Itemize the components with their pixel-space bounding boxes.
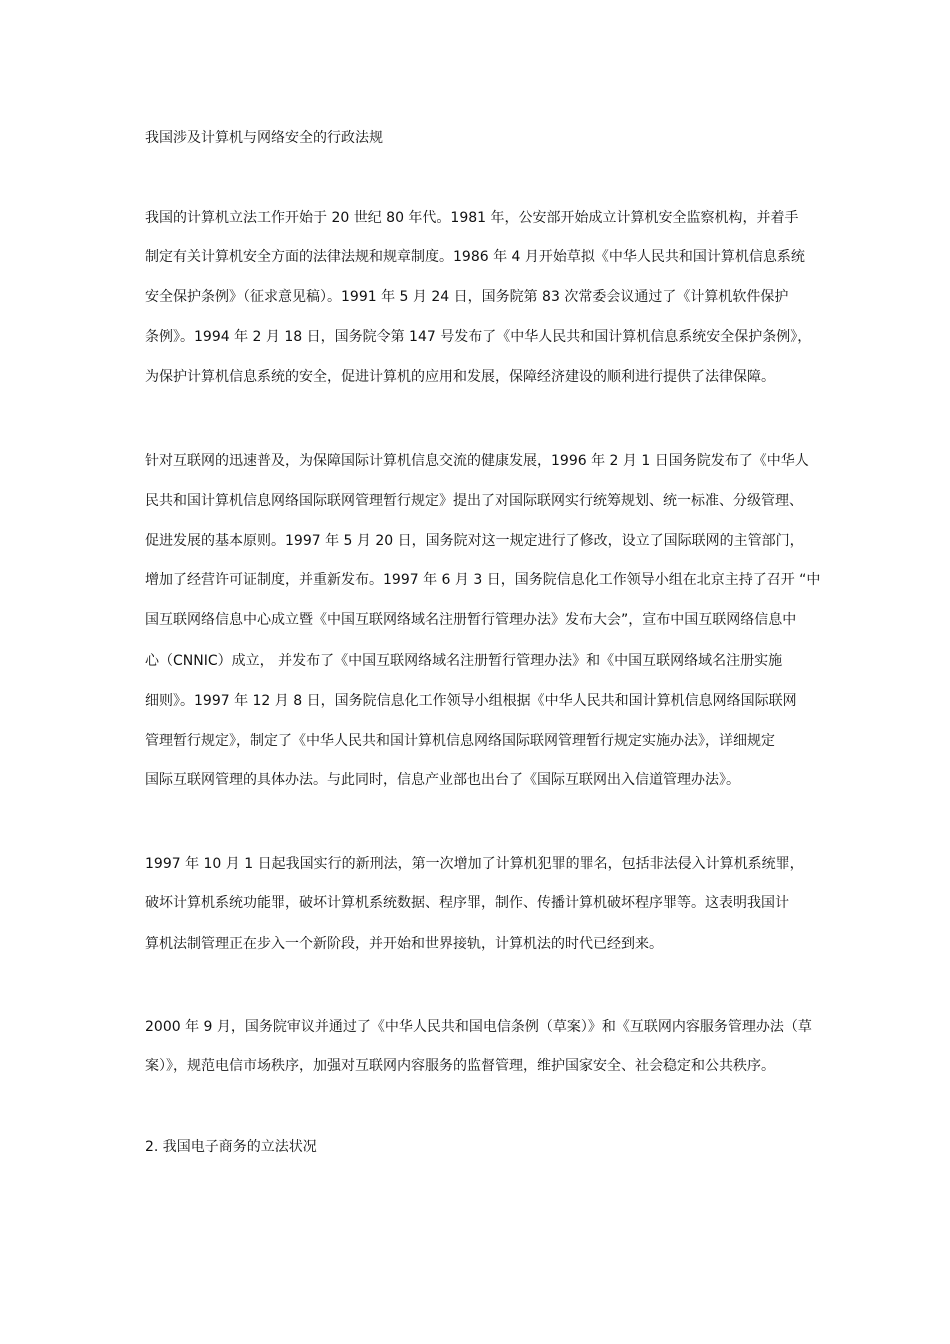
paragraph-line: 心（CNNIC）成立， 并发布了《中国互联网络域名注册暂行管理办法》和《中国互联网络域名注册实施 xyxy=(145,653,783,669)
paragraph-line: 我国的计算机立法工作开始于 20 世纪 80 年代。1981 年，公安部开始成立计算机安全监察机构，并着手 xyxy=(145,210,799,226)
paragraph-line: 国互联网络信息中心成立暨《中国互联网络域名注册暂行管理办法》发布大会”，宣布中国互联网络信息中 xyxy=(145,612,797,628)
paragraph-line: 增加了经营许可证制度，并重新发布。1997 年 6 月 3 日，国务院信息化工作领导小组在北京主持了召开 “中 xyxy=(145,572,821,588)
paragraph-line: 安全保护条例》（征求意见稿）。1991 年 5 月 24 日，国务院第 83 次常委会议通过了《计算机软件保护 xyxy=(145,289,789,305)
paragraph-line: 算机法制管理正在步入一个新阶段，并开始和世界接轨，计算机法的时代已经到来。 xyxy=(145,936,663,952)
paragraph-line: 2000 年 9 月，国务院审议并通过了《中华人民共和国电信条例（草案）》和《互联网内容服务管理办法（草 xyxy=(145,1019,812,1035)
document-title: 我国涉及计算机与网络安全的行政法规 xyxy=(145,130,383,146)
paragraph-line: 细则》。1997 年 12 月 8 日，国务院信息化工作领导小组根据《中华人民共和国计算机信息网络国际联网 xyxy=(145,693,797,709)
paragraph-line: 制定有关计算机安全方面的法律法规和规章制度。1986 年 4 月开始草拟《中华人民共和国计算机信息系统 xyxy=(145,249,805,265)
paragraph-line: 破坏计算机系统功能罪，破坏计算机系统数据、程序罪，制作、传播计算机破坏程序罪等。这表明我国计 xyxy=(145,895,789,911)
paragraph-line: 国际互联网管理的具体办法。与此同时，信息产业部也出台了《国际互联网出入信道管理办法》。 xyxy=(145,772,740,788)
paragraph-line: 案）》，规范电信市场秩序，加强对互联网内容服务的监督管理，维护国家安全、社会稳定和公共秩序。 xyxy=(145,1058,775,1074)
paragraph-line: 1997 年 10 月 1 日起我国实行的新刑法，第一次增加了计算机犯罪的罪名，包括非法侵入计算机系统罪， xyxy=(145,856,804,872)
paragraph-line: 民共和国计算机信息网络国际联网管理暂行规定》提出了对国际联网实行统筹规划、统一标准、分级管理、 xyxy=(145,493,803,509)
paragraph-line: 促进发展的基本原则。1997 年 5 月 20 日，国务院对这一规定进行了修改，设立了国际联网的主管部门， xyxy=(145,533,804,549)
paragraph-line: 为保护计算机信息系统的安全，促进计算机的应用和发展，保障经济建设的顺利进行提供了法律保障。 xyxy=(145,369,775,385)
paragraph-line: 条例》。1994 年 2 月 18 日，国务院令第 147 号发布了《中华人民共和国计算机信息系统安全保护条例》， xyxy=(145,329,812,345)
paragraph-line: 针对互联网的迅速普及，为保障国际计算机信息交流的健康发展，1996 年 2 月 1 日国务院发布了《中华人 xyxy=(145,453,809,469)
paragraph-line: 管理暂行规定》，制定了《中华人民共和国计算机信息网络国际联网管理暂行规定实施办法》，详细规定 xyxy=(145,733,775,749)
section-heading: 2. 我国电子商务的立法状况 xyxy=(145,1139,317,1155)
